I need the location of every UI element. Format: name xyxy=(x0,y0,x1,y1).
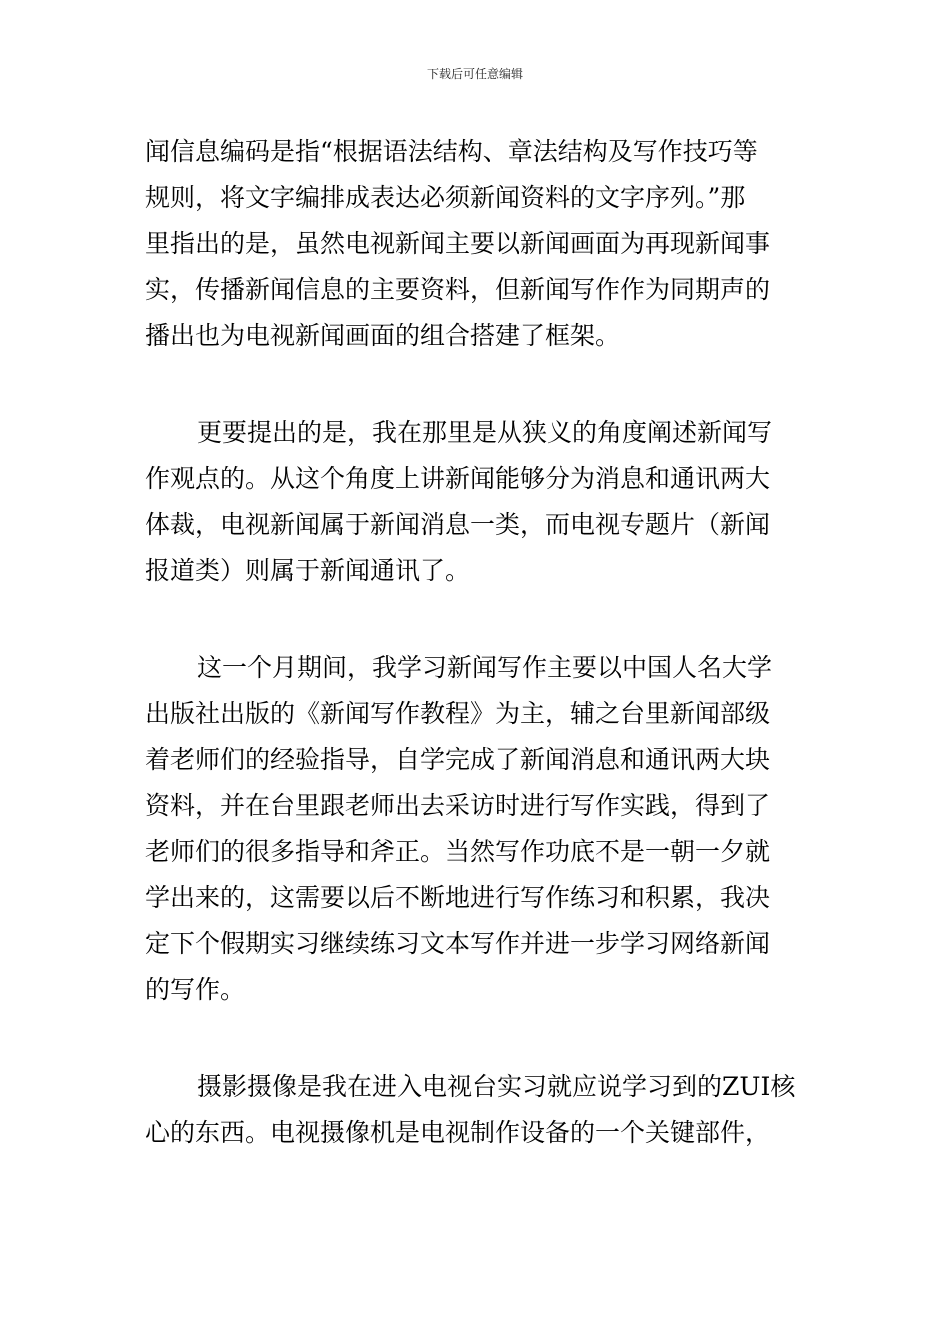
paragraph-line: 着老师们的经验指导，自学完成了新闻消息和通讯两大块 xyxy=(145,745,771,774)
paragraph-line: 报道类）则属于新闻通讯了。 xyxy=(145,556,471,585)
paragraph-line: 闻信息编码是指“根据语法结构、章法结构及写作技巧等 xyxy=(145,137,758,166)
paragraph-line: 心的东西。电视摄像机是电视制作设备的一个关键部件， xyxy=(145,1118,771,1147)
paragraph-line: 摄影摄像是我在进入电视台实习就应说学习到的ZUI核 xyxy=(197,1072,796,1101)
paragraph-line: 这一个月期间，我学习新闻写作主要以中国人名大学 xyxy=(197,653,773,682)
document-body xyxy=(145,129,815,1156)
paragraph-line: 资料，并在台里跟老师出去采访时进行写作实践，得到了 xyxy=(145,791,771,820)
paragraph-line: 出版社出版的《新闻写作教程》为主，辅之台里新闻部级 xyxy=(145,699,771,728)
paragraph-1 xyxy=(145,129,815,359)
paragraph-line: 体裁，电视新闻属于新闻消息一类，而电视专题片（新闻 xyxy=(145,510,771,539)
paragraph-line: 作观点的。从这个角度上讲新闻能够分为消息和通讯两大 xyxy=(145,464,771,493)
paragraph-line: 更要提出的是，我在那里是从狭义的角度阐述新闻写 xyxy=(197,418,773,447)
paragraph-line: 的写作。 xyxy=(145,975,246,1004)
paragraph-4 xyxy=(145,1064,815,1156)
paragraph-line: 实，传播新闻信息的主要资料，但新闻写作作为同期声的 xyxy=(145,275,771,304)
paragraph-line: 老师们的很多指导和斧正。当然写作功底不是一朝一夕就 xyxy=(145,837,771,866)
paragraph-line: 里指出的是，虽然电视新闻主要以新闻画面为再现新闻事 xyxy=(145,229,771,258)
paragraph-3 xyxy=(145,645,815,1013)
paragraph-line: 学出来的，这需要以后不断地进行写作练习和积累，我决 xyxy=(145,883,771,912)
paragraph-line: 定下个假期实习继续练习文本写作并进一步学习网络新闻 xyxy=(145,929,771,958)
paragraph-spacing xyxy=(145,594,815,645)
paragraph-line: 播出也为电视新闻画面的组合搭建了框架。 xyxy=(145,321,621,350)
paragraph-spacing xyxy=(145,359,815,410)
paragraph-line: 规则，将文字编排成表达必须新闻资料的文字序列。”那 xyxy=(145,183,746,212)
paragraph-spacing xyxy=(145,1013,815,1064)
paragraph-2 xyxy=(145,410,815,594)
page-header: 下载后可任意编辑 xyxy=(426,67,523,81)
